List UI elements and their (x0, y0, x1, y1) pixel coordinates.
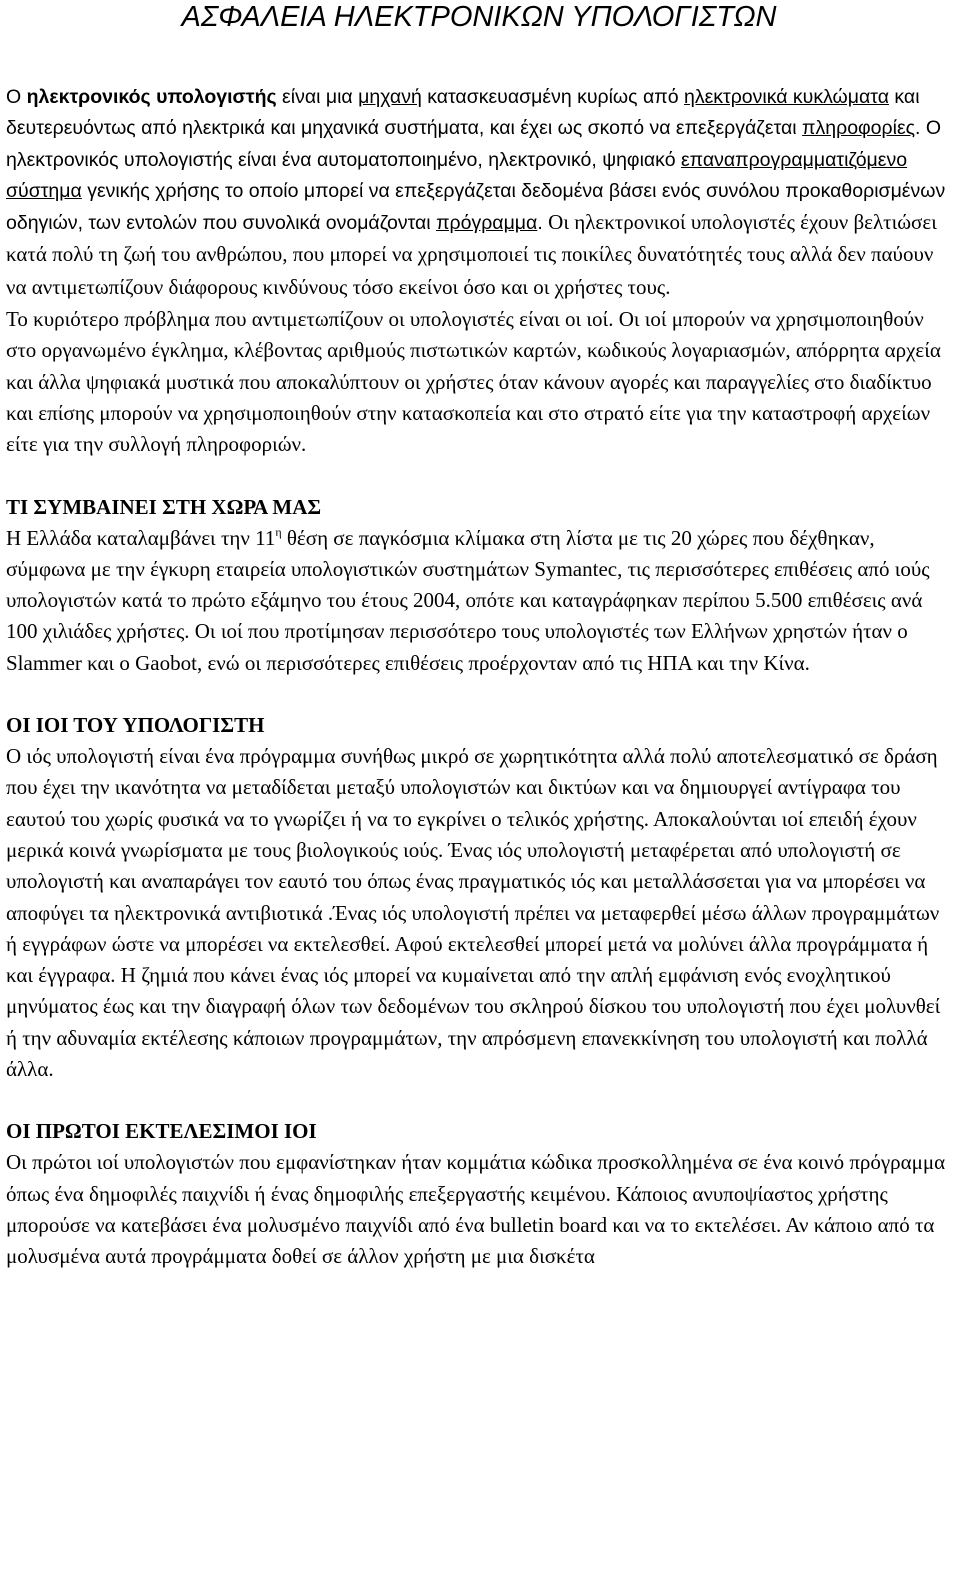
intro-text: κατασκευασμένη κυρίως από (421, 86, 684, 108)
intro-paragraph (6, 82, 952, 304)
intro-bold-term: ηλεκτρονικός υπολογιστής (26, 86, 277, 108)
section-text-viruses: Ο ιός υπολογιστή είναι ένα πρόγραμμα συνήθως μικρό σε χωρητικότητα αλλά πολύ αποτελεσματικό σε δράση που έχει την ικανότητα να μεταδίδεται μεταξύ υπολογιστών και δικτύων και να δημιουργεί αντίγραφα του εαυτού του χωρίς φυσικά να το γνωρίζει ή να το εγκρίνει ο τελικός χρήστης. Αποκαλούνται ιοί επειδή έχουν μερικά κοινά γνωρίσματα με τους βιολογικούς ιούς. Ένας ιός υπολογιστή μεταφέρεται από υπολογιστή σε υπολογιστή και αναπαράγει τον εαυτό του όπως ένας πραγματικός ιός και μεταλλάσσεται για να μπορέσει να αποφύγει τα ηλεκτρονικά αντιβιοτικά .Ένας ιός υπολογιστή πρέπει να μεταφερθεί μέσω άλλων προγραμμάτων ή εγγράφων ώστε να μπορέσει να εκτελεσθεί. Αφού εκτελεσθεί μπορεί μετά να μολύνει άλλα προγράμματα ή και έγγραφα. Η ζημιά που κάνει ένας ιός μπορεί να κυμαίνεται από την απλή εμφάνιση ενός ενοχλητικού μηνύματος έως και την διαγραφή όλων των δεδομένων του σκληρού δίσκου του υπολογιστή που έχει μολυνθεί ή την αδυναμία εκτέλεσης κάποιων προγραμμάτων, την απρόσμενη επανεκκίνηση του υπολογιστή και πολλά άλλα. (6, 744, 941, 1082)
intro-text: και δευτερευόντως από ηλεκτρικά και μηχανικά συστήματα, και έχει ως σκοπό να επεξεργάζεται (6, 86, 920, 140)
link-program[interactable]: πρόγραμμα (436, 212, 538, 235)
spacer (6, 461, 952, 492)
intro-text: Ο ηλεκτρονικός υπολογιστής είναι ένα αυτοματοποιημένο, ηλεκτρονικό, ψηφιακό (6, 117, 942, 171)
intro-text: γενικής χρήσης το οποίο μπορεί να επεξεργάζεται δεδομένα βάσει ενός συνόλου προκαθορισμένων οδηγιών, των εντολών που συνολικά ονομάζονται (6, 179, 946, 235)
document-title: ΑΣΦΑΛΕΙΑ ΗΛΕΚΤΡΟΝΙΚΩΝ ΥΠΟΛΟΓΙΣΤΩΝ (181, 1, 777, 33)
section-text: Η Ελλάδα καταλαμβάνει την 11 (6, 525, 276, 550)
section-heading-country: ΤΙ ΣΥΜΒΑΙΝΕΙ ΣΤΗ ΧΩΡΑ ΜΑΣ (6, 494, 322, 519)
superscript: η (275, 524, 282, 539)
section-text: θέση σε παγκόσμια κλίμακα στη λίστα με τις 20 χώρες που δέχθηκαν, σύμφωνα με την έγκυρη εταιρεία υπολογιστικών συστημάτων Symantec, τις περισσότερες επιθέσεις από ιούς υπολογιστών κατά το πρώτο εξάμηνο του έτους 2004, οπότε και καταγράφηκαν περίπου 5.500 επιθέσεις ανά 100 χιλιάδες χρήστες. Οι ιοί που προτίμησαν περισσότερο τους υπολογιστές των Ελλήνων χρηστών ήταν ο Slammer και ο Gaobot, ενώ οι περισσότερες επιθέσεις προέρχονταν από τις ΗΠΑ και την Κίνα. (6, 525, 930, 675)
intro-text: Ο (6, 86, 27, 108)
intro-text: . (915, 117, 926, 140)
section-heading-viruses: ΟΙ ΙΟΙ ΤΟΥ ΥΠΟΛΟΓΙΣΤΗ (6, 713, 265, 738)
viruses-problem-paragraph: Το κυριότερο πρόβλημα που αντιμετωπίζουν οι υπολογιστές είναι οι ιοί. Οι ιοί μπορούν να χρησιμοποιηθούν στο οργανωμένο έγκλημα, κλέβοντας αριθμούς πιστωτικών καρτών, κωδικούς λογαριασμών, απόρρητα αρχεία και άλλα ψηφιακά μυστικά που αποκαλύπτουν οι χρήστες όταν κάνουν αγορές και παραγγελίες στο διαδίκτυο και επίσης μπορούν να χρησιμοποιηθούν στην κατασκοπεία και στο στρατό είτε για την καταστροφή αρχείων είτε για την συλλογή πληροφοριών. (6, 307, 941, 457)
intro-text: Οι ηλεκτρονικοί υπολογιστές έχουν βελτιώσει κατά πολύ τη ζωή του ανθρώπου, που μπορεί να χρησιμοποιεί τις ποικίλες δυνατότητές τους αλλά δεν παύουν να αντιμετωπίζουν διάφορους κινδύνους τόσο εκείνοι όσο και οι χρήστες τους. (6, 210, 937, 299)
link-electronic-circuits[interactable]: ηλεκτρονικά κυκλώματα (683, 86, 889, 108)
section-heading-first-viruses: ΟΙ ΠΡΩΤΟΙ ΕΚΤΕΛΕΣΙΜΟΙ ΙΟΙ (6, 1119, 317, 1144)
section-text-country (6, 523, 952, 679)
link-machine[interactable]: μηχανή (358, 86, 422, 108)
link-information[interactable]: πληροφορίες (802, 117, 916, 140)
spacer (6, 679, 952, 710)
section-text-first-viruses: Οι πρώτοι ιοί υπολογιστών που εμφανίστηκαν ήταν κομμάτια κώδικα προσκολλημένα σε ένα κοινό πρόγραμμα όπως ένα δημοφιλές παιχνίδι ή ένας δημοφιλής επεξεργαστής κειμένου. Κάποιος ανυποψίαστος χρήστης μπορούσε να κατεβάσει ένα μολυσμένο παιχνίδι από ένα bulletin board και να το εκτελέσει. Αν κάποιο από τα μολυσμένα αυτά προγράμματα δοθεί σε άλλον χρήστη με μια δισκέτα (6, 1150, 946, 1269)
intro-text: είναι μια (276, 86, 359, 108)
intro-text: . (537, 212, 549, 235)
link-reprogrammable-system[interactable]: επαναπρογραμματιζόμενο σύστημα (6, 148, 908, 202)
spacer (6, 1085, 952, 1116)
